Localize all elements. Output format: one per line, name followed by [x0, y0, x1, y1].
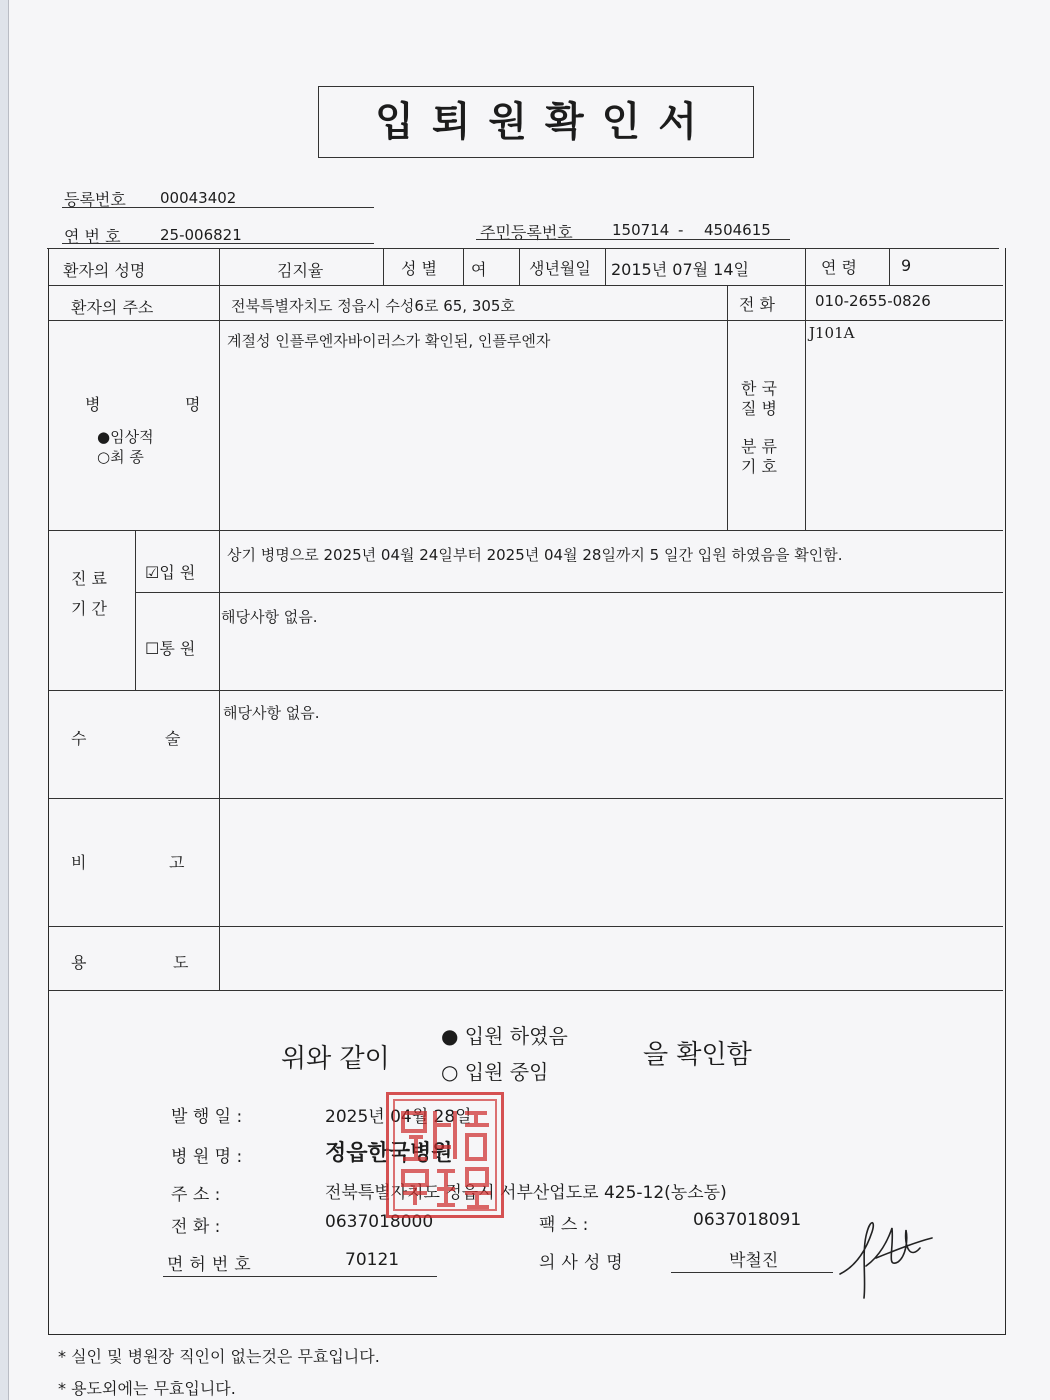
confirm-option-admitted: ● 입원 하였음 — [441, 1024, 568, 1048]
col-line-kcd — [805, 285, 806, 530]
col-line-birth — [519, 248, 520, 285]
registration-underline — [62, 207, 374, 208]
footnote-seal: * 실인 및 병원장 직인이 없는것은 무효입니다. — [58, 1347, 380, 1366]
hospital-fax: 0637018091 — [693, 1210, 802, 1230]
patient-phone: 010-2655-0826 — [815, 292, 931, 310]
issue-date-label: 발 행 일 : — [171, 1107, 243, 1127]
col-line-age — [805, 248, 806, 285]
resident-number-dash: - — [678, 221, 684, 239]
registration-number: 00043402 — [160, 189, 237, 207]
resident-number-back: 4504615 — [704, 221, 771, 239]
age-value: 9 — [901, 256, 912, 275]
hospital-name: 정읍한국병원 — [325, 1141, 453, 1166]
row-line-6 — [49, 798, 1003, 799]
hospital-fax-label: 팩 스 : — [539, 1215, 589, 1235]
col-line-sex-val — [463, 248, 464, 285]
remarks-label-right: 고 — [169, 853, 185, 872]
final-option: ○최 종 — [97, 448, 144, 466]
license-number: 70121 — [345, 1250, 400, 1270]
row-line-1 — [49, 285, 1003, 286]
kcd-label-3: 분 류 — [741, 437, 777, 456]
surgery-text: 해당사항 없음. — [223, 704, 320, 722]
hospital-address-label: 주 소 : — [171, 1185, 221, 1205]
hospital-seal — [386, 1092, 504, 1218]
row-line-3 — [49, 530, 1003, 531]
col-line-birth-val — [605, 248, 606, 285]
doctor-label: 의사성명 — [539, 1253, 629, 1273]
birth-label: 생년월일 — [529, 259, 591, 278]
patient-name-label: 환자의 성명 — [63, 261, 146, 280]
remarks-label-left: 비 — [71, 853, 87, 872]
patient-address: 전북특별자치도 정읍시 수성6로 65, 305호 — [231, 297, 515, 315]
row-line-top — [47, 248, 999, 249]
form-table — [48, 248, 1006, 1335]
address-label: 환자의 주소 — [71, 298, 154, 317]
row-line-7 — [49, 926, 1003, 927]
serial-number: 25-006821 — [160, 226, 242, 244]
kcd-label-1: 한 국 — [741, 379, 777, 398]
surgery-label-left: 수 — [71, 729, 87, 748]
kcd-label-2: 질 병 — [741, 399, 777, 418]
doctor-name: 박철진 — [729, 1251, 779, 1271]
row-line-8 — [49, 990, 1003, 991]
resident-number-front: 150714 — [612, 221, 670, 239]
confirm-tail: 을 확인함 — [643, 1040, 752, 1070]
col-line-period — [135, 530, 136, 690]
inpatient-check: ☑입 원 — [145, 563, 196, 582]
document-title: 입퇴원확인서 — [375, 99, 715, 145]
kcd-label-4: 기 호 — [741, 457, 777, 476]
birth-date: 2015년 07월 14일 — [611, 260, 749, 279]
sex-value: 여 — [471, 260, 487, 279]
issue-date: 2025년 04월 28일 — [325, 1107, 472, 1127]
disease-label-right: 명 — [185, 395, 201, 414]
seal-graphic — [389, 1095, 501, 1215]
hospital-tel-label: 전 화 : — [171, 1217, 221, 1237]
sex-label: 성 별 — [401, 259, 437, 278]
resident-underline — [476, 239, 790, 240]
col-line-label — [219, 248, 220, 990]
footnote-purpose: * 용도외에는 무효입니다. — [58, 1379, 236, 1398]
resident-number-label: 주민등록번호 — [480, 223, 573, 242]
purpose-label-right: 도 — [173, 953, 189, 972]
patient-name: 김지율 — [277, 261, 324, 280]
title-box — [318, 86, 754, 158]
outpatient-check: ☐통 원 — [145, 639, 196, 658]
confirm-lead: 위와 같이 — [281, 1044, 390, 1074]
period-label-1: 진 료 — [71, 569, 107, 588]
col-line-age-val — [889, 248, 890, 285]
registration-number-label: 등록번호 — [64, 190, 126, 209]
age-label: 연 령 — [821, 258, 857, 277]
col-line-phone — [727, 285, 728, 530]
kcd-code: J101A — [809, 324, 855, 342]
clinical-option: ●임상적 — [97, 428, 154, 446]
inpatient-text: 상기 병명으로 2025년 04월 24일부터 2025년 04월 28일까지 5 일간 입원 하였음을 확인함. — [227, 546, 843, 564]
confirm-option-inpatient: ○ 입원 중임 — [441, 1060, 549, 1084]
period-label-2: 기 간 — [71, 599, 107, 618]
license-label: 면허번호 — [167, 1255, 257, 1275]
hospital-address: 전북특별자치도 정읍시 서부산업도로 425-12(농소동) — [325, 1183, 727, 1203]
row-line-5 — [49, 690, 1003, 691]
col-line-sex — [383, 248, 384, 285]
disease-name: 계절성 인플루엔자바이러스가 확인된, 인플루엔자 — [227, 332, 551, 350]
row-line-2 — [49, 320, 1003, 321]
row-line-4 — [135, 592, 1003, 593]
outpatient-text: 해당사항 없음. — [221, 608, 318, 626]
doctor-underline — [671, 1272, 833, 1273]
serial-number-label: 연 번 호 — [64, 227, 121, 246]
doctor-signature — [836, 1210, 936, 1300]
hospital-name-label: 병 원 명 : — [171, 1147, 243, 1167]
surgery-label-right: 술 — [165, 729, 181, 748]
hospital-tel: 0637018000 — [325, 1212, 434, 1232]
license-underline — [163, 1276, 437, 1277]
purpose-label-left: 용 — [71, 953, 87, 972]
disease-label-left: 병 — [85, 395, 101, 414]
serial-underline — [62, 243, 374, 244]
phone-label: 전 화 — [739, 295, 775, 314]
